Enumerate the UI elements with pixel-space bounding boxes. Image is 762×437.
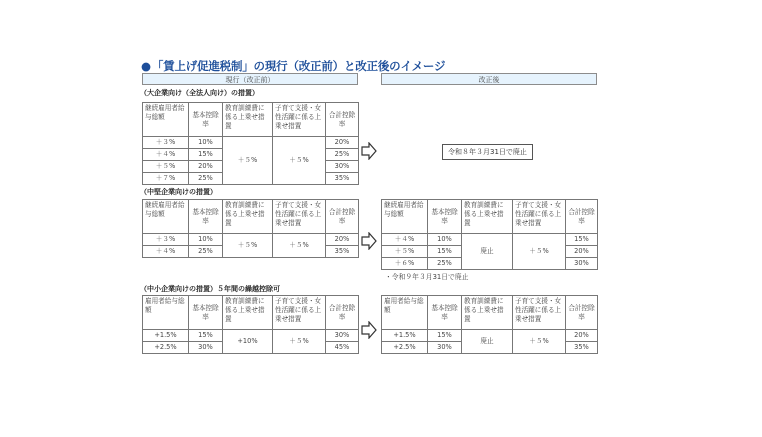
arrow-right-icon (361, 321, 377, 339)
section-label-mid: （中堅企業向けの措置） (140, 188, 217, 196)
education-cell: ＋５% (223, 137, 273, 185)
header-wage-growth: 継続雇用者給与総額 (143, 103, 189, 137)
childcare-cell: ＋５% (273, 137, 326, 185)
revised-column-header: 改正後 (381, 73, 597, 85)
table-row: ＋４% 15% 25% (143, 149, 359, 161)
education-cell: 廃止 (462, 234, 513, 270)
table-row: ＋３% 10% ＋５% ＋５% 20% (143, 137, 359, 149)
current-column-header: 現行（改正前） (142, 73, 358, 85)
table-row: ＋６% 25% 30% (382, 258, 598, 270)
section-label-small: （中小企業向けの措置）５年間の繰越控除可 (140, 285, 280, 293)
education-cell: ＋５% (223, 234, 273, 258)
childcare-cell: ＋５% (513, 234, 566, 270)
arrow-right-icon (361, 232, 377, 250)
table-row: ＋３% 10% ＋５% ＋５% 20% (143, 234, 359, 246)
childcare-cell: ＋５% (273, 234, 326, 258)
header-total: 合計控除率 (326, 103, 359, 137)
bullet-icon: ● (141, 59, 151, 73)
arrow-right-icon (361, 142, 377, 160)
childcare-cell: ＋５% (513, 330, 566, 354)
childcare-cell: ＋５% (273, 330, 326, 354)
table-row: ＋７% 25% 35% (143, 173, 359, 185)
mid-current-table: 継続雇用者給与総額 基本控除率 教育訓練費に係る上乗せ措置 子育て支援・女性活躍に係る上乗せ措置 合計控除率 ＋３% 10% ＋５% ＋５% 20% ＋４% 25% 35% (142, 199, 359, 258)
table-row: +2.5% 30% 35% (382, 342, 598, 354)
mid-abolished-note: ・令和９年３月31日で廃止 (385, 273, 469, 281)
small-current-table: 雇用者給与総額 基本控除率 教育訓練費に係る上乗せ措置 子育て支援・女性活躍に係る上乗せ措置 合計控除率 +1.5% 15% +10% ＋５% 30% +2.5% 30% 45% (142, 295, 359, 354)
header-childcare: 子育て支援・女性活躍に係る上乗せ措置 (273, 103, 326, 137)
large-current-table (142, 102, 359, 185)
header-basic-rate: 基本控除率 (189, 103, 223, 137)
mid-revised-table: 継続雇用者給与総額 基本控除率 教育訓練費に係る上乗せ措置 子育て支援・女性活躍に係る上乗せ措置 合計控除率 ＋４% 10% 廃止 ＋５% 15% ＋５% 15% 20% ＋６% 25% 30% (381, 199, 598, 270)
page-title: ●「賃上げ促進税制」の現行（改正前）と改正後のイメージ (141, 59, 446, 73)
education-cell: +10% (223, 330, 273, 354)
table-row: +2.5% 30% 45% (143, 342, 359, 354)
table-row: ＋５% 15% 20% (382, 246, 598, 258)
section-label-large: （大企業向け（全法人向け）の措置） (140, 89, 259, 97)
table-row: ＋４% 25% 35% (143, 246, 359, 258)
table-row: ＋５% 20% 30% (143, 161, 359, 173)
table-row: +1.5% 15% +10% ＋５% 30% (143, 330, 359, 342)
table-row: ＋４% 10% 廃止 ＋５% 15% (382, 234, 598, 246)
education-cell: 廃止 (462, 330, 513, 354)
header-education: 教育訓練費に係る上乗せ措置 (223, 103, 273, 137)
large-abolished-note: 令和８年３月31日で廃止 (442, 144, 533, 160)
table-row: +1.5% 15% 廃止 ＋５% 20% (382, 330, 598, 342)
small-revised-table: 雇用者給与総額 基本控除率 教育訓練費に係る上乗せ措置 子育て支援・女性活躍に係る上乗せ措置 合計控除率 +1.5% 15% 廃止 ＋５% 20% +2.5% 30% 35% (381, 295, 598, 354)
